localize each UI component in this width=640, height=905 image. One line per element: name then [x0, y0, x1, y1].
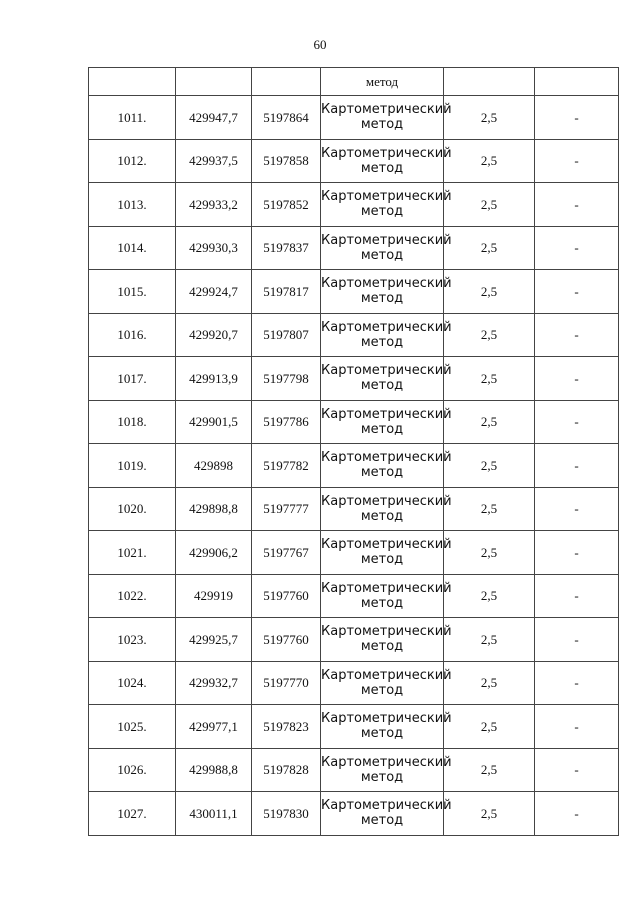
- x-coordinate-cell: 429913,9: [176, 357, 252, 401]
- method-line2: метод: [360, 465, 404, 481]
- note-cell: -: [535, 618, 619, 662]
- method-cell: [321, 705, 452, 749]
- method-line2: метод: [360, 247, 404, 263]
- method-cell: [321, 313, 452, 357]
- note-cell: -: [535, 748, 619, 792]
- method-cell: [321, 270, 452, 314]
- y-coordinate-cell: 5197828: [252, 748, 321, 792]
- y-coordinate-cell: 5197777: [252, 487, 321, 531]
- accuracy-cell: 2,5: [444, 226, 535, 270]
- continued-cell-method: метод: [321, 68, 444, 96]
- y-coordinate-cell: 5197786: [252, 400, 321, 444]
- table-row: [89, 792, 619, 836]
- x-coordinate-cell: 429947,7: [176, 96, 252, 140]
- accuracy-cell: 2,5: [444, 313, 535, 357]
- note-cell: -: [535, 357, 619, 401]
- point-number-cell: 1016.: [89, 313, 176, 357]
- table-row: [89, 226, 619, 270]
- continued-row: [89, 68, 619, 96]
- method-line2: метод: [360, 726, 404, 742]
- table-row: [89, 574, 619, 618]
- table-row: [89, 487, 619, 531]
- method-line1: Картометрический: [321, 319, 452, 335]
- note-cell: -: [535, 183, 619, 227]
- method-line2: метод: [360, 334, 404, 350]
- accuracy-cell: 2,5: [444, 705, 535, 749]
- table-row: [89, 183, 619, 227]
- continued-cell-num: [89, 68, 176, 96]
- point-number-cell: 1023.: [89, 618, 176, 662]
- accuracy-cell: 2,5: [444, 574, 535, 618]
- point-number-cell: 1018.: [89, 400, 176, 444]
- method-cell: [321, 226, 452, 270]
- point-number-cell: 1013.: [89, 183, 176, 227]
- table-row: [89, 748, 619, 792]
- note-cell: -: [535, 531, 619, 575]
- method-cell: [321, 444, 452, 488]
- continued-cell-x: [176, 68, 252, 96]
- x-coordinate-cell: 429906,2: [176, 531, 252, 575]
- x-coordinate-cell: 429977,1: [176, 705, 252, 749]
- method-line1: Картометрический: [321, 102, 452, 118]
- accuracy-cell: 2,5: [444, 531, 535, 575]
- y-coordinate-cell: 5197817: [252, 270, 321, 314]
- method-line1: Картометрический: [321, 232, 452, 248]
- method-line2: метод: [360, 421, 404, 437]
- accuracy-cell: 2,5: [444, 487, 535, 531]
- point-number-cell: 1026.: [89, 748, 176, 792]
- note-cell: -: [535, 400, 619, 444]
- method-line2: метод: [360, 682, 404, 698]
- table-row: [89, 139, 619, 183]
- y-coordinate-cell: 5197767: [252, 531, 321, 575]
- x-coordinate-cell: 429988,8: [176, 748, 252, 792]
- point-number-cell: 1014.: [89, 226, 176, 270]
- accuracy-cell: 2,5: [444, 357, 535, 401]
- continued-cell-y: [252, 68, 321, 96]
- note-cell: -: [535, 574, 619, 618]
- point-number-cell: 1021.: [89, 531, 176, 575]
- method-cell: [321, 139, 452, 183]
- accuracy-cell: 2,5: [444, 270, 535, 314]
- coordinates-table-body: [89, 68, 619, 836]
- y-coordinate-cell: 5197770: [252, 661, 321, 705]
- method-line1: Картометрический: [321, 754, 452, 770]
- coordinates-table: [88, 67, 619, 836]
- method-line1: Картометрический: [321, 711, 452, 727]
- method-line1: Картометрический: [321, 363, 452, 379]
- y-coordinate-cell: 5197798: [252, 357, 321, 401]
- table-row: [89, 357, 619, 401]
- point-number-cell: 1024.: [89, 661, 176, 705]
- y-coordinate-cell: 5197807: [252, 313, 321, 357]
- method-cell: [321, 748, 452, 792]
- table-row: [89, 661, 619, 705]
- x-coordinate-cell: 429937,5: [176, 139, 252, 183]
- continued-cell-accuracy: [444, 68, 535, 96]
- point-number-cell: 1027.: [89, 792, 176, 836]
- method-cell: [321, 531, 452, 575]
- method-line2: метод: [360, 552, 404, 568]
- y-coordinate-cell: 5197830: [252, 792, 321, 836]
- y-coordinate-cell: 5197823: [252, 705, 321, 749]
- method-line1: Картометрический: [321, 624, 452, 640]
- point-number-cell: 1020.: [89, 487, 176, 531]
- note-cell: -: [535, 313, 619, 357]
- method-line2: метод: [360, 117, 404, 133]
- method-cell: [321, 792, 452, 836]
- accuracy-cell: 2,5: [444, 618, 535, 662]
- method-cell: [321, 96, 452, 140]
- method-cell: [321, 574, 452, 618]
- page-number: 60: [313, 37, 327, 52]
- note-cell: -: [535, 270, 619, 314]
- method-line1: Картометрический: [321, 667, 452, 683]
- method-line2: метод: [360, 639, 404, 655]
- x-coordinate-cell: 429924,7: [176, 270, 252, 314]
- y-coordinate-cell: 5197760: [252, 574, 321, 618]
- accuracy-cell: 2,5: [444, 444, 535, 488]
- table-row: [89, 705, 619, 749]
- method-cell: [321, 183, 452, 227]
- method-line1: Картометрический: [321, 276, 452, 292]
- point-number-cell: 1019.: [89, 444, 176, 488]
- point-number-cell: 1022.: [89, 574, 176, 618]
- method-line1: Картометрический: [321, 406, 452, 422]
- note-cell: -: [535, 792, 619, 836]
- method-line1: Картометрический: [321, 450, 452, 466]
- accuracy-cell: 2,5: [444, 661, 535, 705]
- method-line2: метод: [360, 595, 404, 611]
- y-coordinate-cell: 5197864: [252, 96, 321, 140]
- table-row: [89, 96, 619, 140]
- method-line1: Картометрический: [321, 580, 452, 596]
- point-number-cell: 1012.: [89, 139, 176, 183]
- y-coordinate-cell: 5197858: [252, 139, 321, 183]
- note-cell: -: [535, 444, 619, 488]
- accuracy-cell: 2,5: [444, 748, 535, 792]
- method-line2: метод: [360, 204, 404, 220]
- table-row: [89, 400, 619, 444]
- table-row: [89, 444, 619, 488]
- point-number-cell: 1011.: [89, 96, 176, 140]
- x-coordinate-cell: 430011,1: [176, 792, 252, 836]
- method-line2: метод: [360, 813, 404, 829]
- point-number-cell: 1015.: [89, 270, 176, 314]
- x-coordinate-cell: 429920,7: [176, 313, 252, 357]
- method-line2: метод: [360, 508, 404, 524]
- y-coordinate-cell: 5197782: [252, 444, 321, 488]
- x-coordinate-cell: 429898,8: [176, 487, 252, 531]
- method-line2: метод: [360, 291, 404, 307]
- method-cell: [321, 400, 452, 444]
- note-cell: -: [535, 226, 619, 270]
- x-coordinate-cell: 429925,7: [176, 618, 252, 662]
- accuracy-cell: 2,5: [444, 792, 535, 836]
- table-row: [89, 270, 619, 314]
- table-row: [89, 531, 619, 575]
- table-row: [89, 618, 619, 662]
- x-coordinate-cell: 429901,5: [176, 400, 252, 444]
- x-coordinate-cell: 429933,2: [176, 183, 252, 227]
- method-line1: Картометрический: [321, 145, 452, 161]
- x-coordinate-cell: 429919: [176, 574, 252, 618]
- point-number-cell: 1025.: [89, 705, 176, 749]
- method-line1: Картометрический: [321, 537, 452, 553]
- method-cell: [321, 357, 452, 401]
- method-cell: [321, 618, 452, 662]
- method-cell: [321, 487, 452, 531]
- note-cell: -: [535, 487, 619, 531]
- note-cell: -: [535, 139, 619, 183]
- note-cell: -: [535, 96, 619, 140]
- continued-cell-note: [535, 68, 619, 96]
- y-coordinate-cell: 5197852: [252, 183, 321, 227]
- x-coordinate-cell: 429930,3: [176, 226, 252, 270]
- x-coordinate-cell: 429932,7: [176, 661, 252, 705]
- method-cell: [321, 661, 452, 705]
- method-line1: Картометрический: [321, 493, 452, 509]
- note-cell: -: [535, 705, 619, 749]
- y-coordinate-cell: 5197837: [252, 226, 321, 270]
- method-line2: метод: [360, 378, 404, 394]
- x-coordinate-cell: 429898: [176, 444, 252, 488]
- accuracy-cell: 2,5: [444, 183, 535, 227]
- table-row: [89, 313, 619, 357]
- accuracy-cell: 2,5: [444, 139, 535, 183]
- method-line2: метод: [360, 769, 404, 785]
- accuracy-cell: 2,5: [444, 400, 535, 444]
- accuracy-cell: 2,5: [444, 96, 535, 140]
- method-line2: метод: [360, 160, 404, 176]
- note-cell: -: [535, 661, 619, 705]
- method-line1: Картометрический: [321, 798, 452, 814]
- point-number-cell: 1017.: [89, 357, 176, 401]
- y-coordinate-cell: 5197760: [252, 618, 321, 662]
- method-line1: Картометрический: [321, 189, 452, 205]
